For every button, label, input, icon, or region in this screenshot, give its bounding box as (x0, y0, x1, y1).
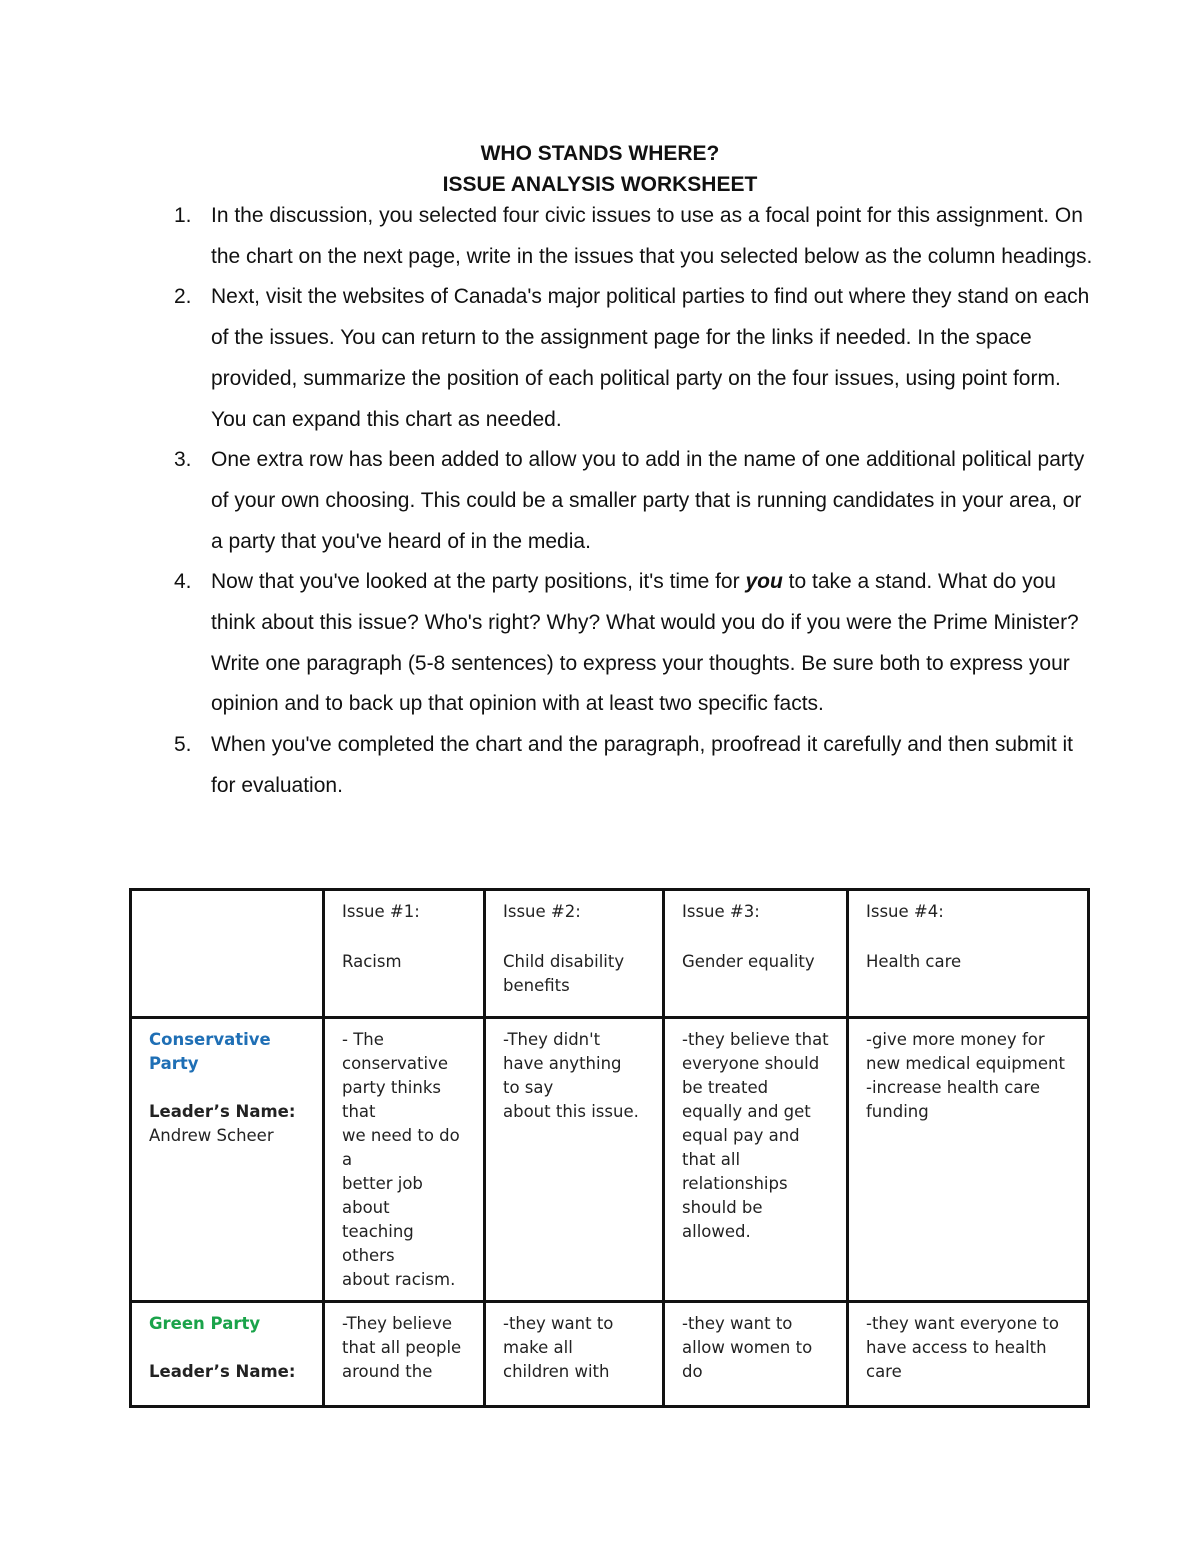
party-cell (131, 1018, 324, 1302)
instruction-item (0, 725, 1096, 806)
position-text: -they want to make all children with (503, 1314, 614, 1381)
issue-header-cell (664, 890, 848, 1018)
instruction-item (0, 562, 1096, 725)
issue-name: Gender equality (682, 952, 815, 971)
page-title: WHO STANDS WHERE? (480, 142, 720, 165)
position-text: -they want everyone to have access to health care (866, 1314, 1059, 1381)
instruction-number: 5. (174, 733, 192, 757)
table-corner-cell (131, 890, 324, 1018)
issue-analysis-table (129, 888, 1090, 1408)
instruction-text-after: to take a stand. What do you think about this issue? Who's right? Why? What would you do if you were the Prime Minister? Write one paragraph (5-8 sentences) to express your thoughts. Be sure both to express your opinion and to back up that opinion with at least two specific facts. (211, 570, 1079, 716)
issue-label: Issue #2: (503, 902, 581, 921)
instruction-text: In the discussion, you selected four civic issues to use as a focal point for this assignment. On the chart on the next page, write in the issues that you selected below as the column headings. (211, 204, 1093, 268)
instruction-item (0, 440, 1096, 562)
issue-name: Racism (342, 952, 402, 971)
party-name: Conservative Party (149, 1030, 271, 1073)
instruction-text: One extra row has been added to allow you to add in the name of one additional political party of your own choosing. This could be a smaller party that is running candidates in your area, or a party that you've heard of in the media. (211, 448, 1085, 553)
instruction-emphasis: you (745, 570, 783, 594)
party-cell (131, 1302, 324, 1407)
position-cell (485, 1302, 664, 1407)
instruction-text: When you've completed the chart and the paragraph, proofread it carefully and then submit it for evaluation. (211, 733, 1074, 797)
position-cell (664, 1302, 848, 1407)
position-cell (324, 1302, 485, 1407)
table-row (131, 1018, 1089, 1302)
table-row (131, 1302, 1089, 1407)
issue-name: Child disability benefits (503, 952, 625, 995)
instruction-number: 4. (174, 570, 192, 594)
issue-label: Issue #1: (342, 902, 420, 921)
instruction-number: 3. (174, 448, 192, 472)
leader-label: Leader’s Name: (149, 1102, 296, 1121)
instruction-number: 2. (174, 285, 192, 309)
issue-name: Health care (866, 952, 962, 971)
leader-name: Andrew Scheer (149, 1126, 274, 1145)
instruction-text-before: Now that you've looked at the party positions, it's time for (211, 570, 746, 594)
position-text: - The conservative party thinks that we need to do a better job about teaching others about racism. (342, 1030, 460, 1289)
instruction-item (0, 196, 1096, 277)
position-cell (324, 1018, 485, 1302)
position-cell (664, 1018, 848, 1302)
position-text: -They believe that all people around the (342, 1314, 462, 1381)
position-text: -give more money for new medical equipment -increase health care funding (866, 1030, 1065, 1121)
position-cell (848, 1302, 1089, 1407)
instructions-list (0, 196, 1200, 807)
position-cell (848, 1018, 1089, 1302)
position-text: -they want to allow women to do (682, 1314, 813, 1381)
position-text: -They didn't have anything to say about this issue. (503, 1030, 639, 1121)
instruction-number: 1. (174, 204, 192, 227)
page-subtitle: ISSUE ANALYSIS WORKSHEET (442, 173, 758, 196)
leader-label: Leader’s Name: (149, 1362, 296, 1381)
position-text: -they believe that everyone should be treated equally and get equal pay and that all relationships should be allowed. (682, 1030, 829, 1241)
instruction-item (0, 277, 1096, 440)
party-name: Green Party (149, 1314, 261, 1333)
issue-header-cell (848, 890, 1089, 1018)
issue-header-cell (324, 890, 485, 1018)
table-header-row (131, 890, 1089, 1018)
issue-label: Issue #4: (866, 902, 944, 921)
issue-label: Issue #3: (682, 902, 760, 921)
instruction-text: Next, visit the websites of Canada's major political parties to find out where they stand on each of the issues. You can return to the assignment page for the links if needed. In the space provided, summarize the position of each political party on the four issues, using point form. You can expand this chart as needed. (211, 285, 1090, 431)
issue-header-cell (485, 890, 664, 1018)
position-cell (485, 1018, 664, 1302)
